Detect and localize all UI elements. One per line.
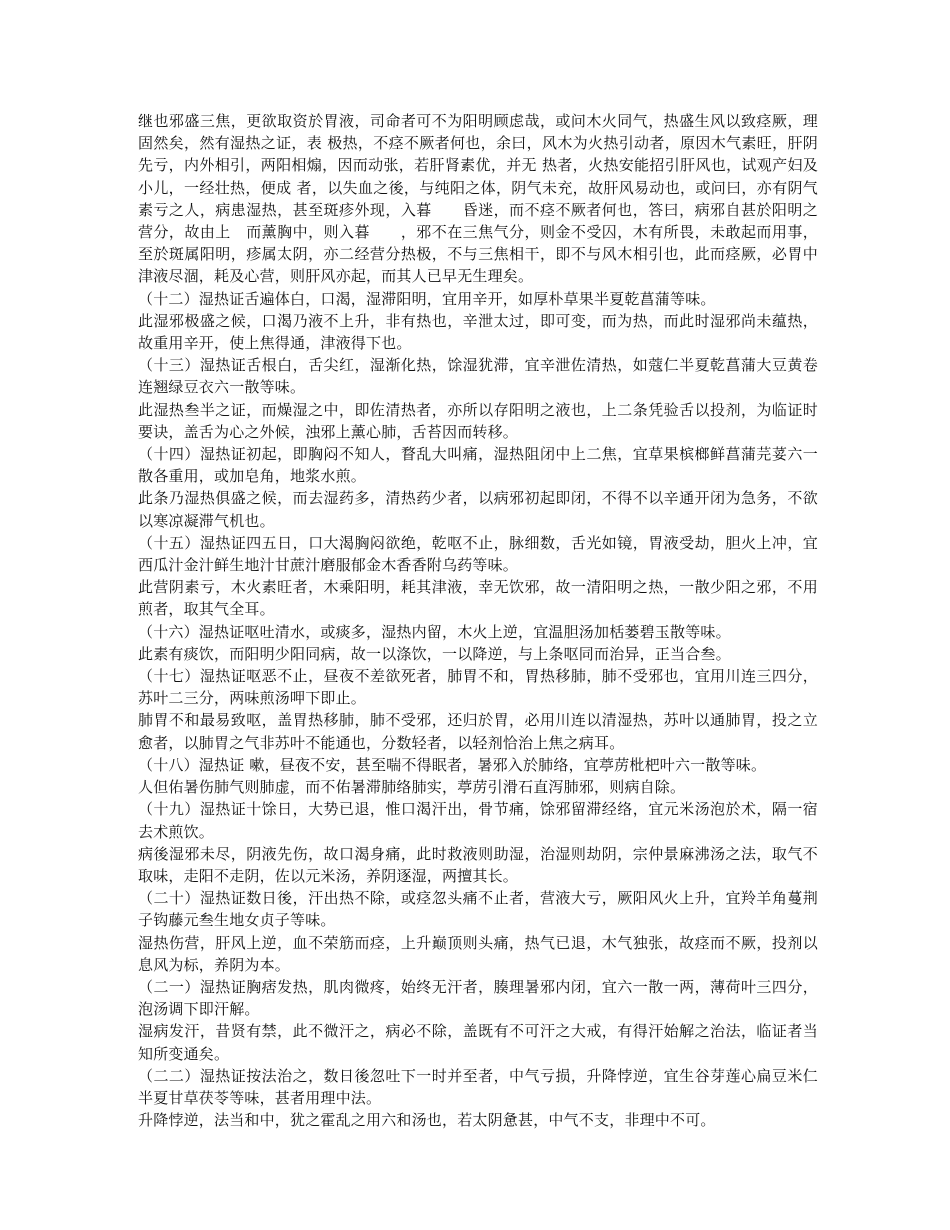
paragraph-21: 湿病发汗，昔贤有禁，此不微汗之，病必不除，盖既有不可汗之大戒，有得汗始解之治法，临证者当知所变通矣。 xyxy=(138,1022,818,1063)
paragraph-19: 湿热伤营，肝风上逆，血不荣筋而痉，上升巅顶则头痛，热气已退，木气独张，故痉而不厥，投剂以息风为标，养阴为本。 xyxy=(138,933,818,974)
paragraph-23: 升降悖逆，法当和中，犹之霍乱之用六和汤也，若太阴惫甚，中气不支，非理中不可。 xyxy=(138,1111,716,1130)
paragraph-15: 人但佑暑伤肺气则肺虚，而不佑暑滞肺络肺实，葶苈引滑石直泻肺邪，则病自除。 xyxy=(138,778,686,797)
paragraph-3: 此湿邪极盛之候，口渴乃液不上升，非有热也，辛泄太过，即可变，而为热，而此时湿邪尚未蕴热，故重用辛开，使上焦得通，津液得下也。 xyxy=(138,311,818,353)
paragraph-7: 此条乃湿热俱盛之候，而去湿药多，清热药少者，以病邪初起即闭，不得不以辛通开闭为急务，不欲以寒凉凝滞气机也。 xyxy=(138,489,818,530)
paragraph-10: （十六）湿热证呕吐清水，或痰多，湿热内留，木火上逆，宜温胆汤加栝蒌碧玉散等味。 xyxy=(138,622,731,641)
paragraph-11: 此素有痰饮，而阳明少阳同病，故一以涤饮，一以降逆，与上条呕同而治异，正当合叁。 xyxy=(138,644,731,663)
paragraph-22: （二二）湿热证按法治之，数日後忽吐下一时并至者，中气亏损，升降悖逆，宜生谷芽莲心扁豆米仁半夏甘草茯苓等味，甚者用理中法。 xyxy=(138,1066,818,1107)
paragraph-8: （十五）湿热证四五日，口大渴胸闷欲绝，乾呕不止，脉细数，舌光如镜，胃液受劫，胆火上冲，宜西瓜汁金汁鲜生地汁甘蔗汁磨服郁金木香香附乌药等味。 xyxy=(138,533,818,575)
paragraph-1: 继也邪盛三焦，更欲取资於胃液，司命者可不为阳明顾虑哉，或问木火同气，热盛生风以致痉厥，理固然矣，然有湿热之证，表 极热，不痉不厥者何也，余曰，风木为火热引动者，原因木气素旺，肝阴先亏，内外相引，两阳相煽，因而动张，若肝肾素优，并无 热者，火热安能招引肝风也，试观产妇及小儿，一经壮热，便成 者，以失血之後，与纯阳之体，阴气未充，故肝风易动也，或问曰，亦有阴气素亏之人，病患湿热，甚至斑疹外现，入暮 昏迷，而不痉不厥者何也，答曰，病邪自甚於阳明之营分，故由上 而薰胸中，则入暮 ，邪不在三焦气分，则金不受囚，木有所畏，未敢起而用事，至於斑属阳明，疹属太阴，亦二经营分热极，不与三焦相干，即不与风木相引也，此而痉厥，必胃中津液尽涸，耗及心营，则肝风亦起，而其人已早无生理矣。 xyxy=(138,112,818,286)
paragraph-14: （十八）湿热证 嗽，昼夜不安，甚至喘不得眠者，暑邪入於肺络，宜葶苈枇杷叶六一散等味。 xyxy=(138,755,767,774)
paragraph-16: （十九）湿热证十馀日，大势已退，惟口渴汗出，骨节痛，馀邪留滞经络，宜元米汤泡於术，隔一宿去术煎饮。 xyxy=(138,800,818,841)
paragraph-20: （二一）湿热证胸痞发热，肌肉微疼，始终无汗者，腠理暑邪内闭，宜六一散一两，薄荷叶三四分，泡汤调下即汗解。 xyxy=(138,977,818,1019)
paragraph-5: 此湿热叁半之证，而燥湿之中，即佐清热者，亦所以存阳明之液也，上二条凭验舌以投剂，为临证时要诀，盖舌为心之外候，浊邪上薰心肺，舌苔因而转移。 xyxy=(138,400,818,441)
paragraph-13: 肺胃不和最易致呕，盖胃热移肺，肺不受邪，还归於胃，必用川连以清湿热，苏叶以通肺胃，投之立愈者，以肺胃之气非苏叶不能通也，分数轻者，以轻剂恰治上焦之病耳。 xyxy=(138,711,818,752)
paragraph-18: （二十）湿热证数日後，汗出热不除，或痉忽头痛不止者，营液大亏，厥阳风火上升，宜羚羊角蔓荆子钩藤元叁生地女贞子等味。 xyxy=(138,889,818,930)
paragraph-17: 病後湿邪未尽，阴液先伤，故口渴身痛，此时救液则助湿，治湿则劫阴，宗仲景麻沸汤之法，取气不取味，走阳不走阴，佐以元米汤，养阴逐湿，两擅其长。 xyxy=(138,844,818,885)
document-page xyxy=(138,110,818,1131)
paragraph-12: （十七）湿热证呕恶不止，昼夜不差欲死者，肺胃不和，胃热移肺，肺不受邪也，宜用川连三四分，苏叶二三分，两味煎汤呷下即止。 xyxy=(138,667,818,708)
paragraph-4: （十三）湿热证舌根白，舌尖红，湿渐化热，馀湿犹滞，宜辛泄佐清热，如蔻仁半夏乾菖蒲大豆黄卷连翘绿豆衣六一散等味。 xyxy=(138,356,818,397)
paragraph-9: 此营阴素亏，木火素旺者，木乘阳明，耗其津液，幸无饮邪，故一清阳明之热，一散少阳之邪，不用煎者，取其气全耳。 xyxy=(138,578,818,619)
paragraph-2: （十二）湿热证舌遍体白，口渴，湿滞阳明，宜用辛开，如厚朴草果半夏乾菖蒲等味。 xyxy=(138,289,716,308)
paragraph-6: （十四）湿热证初起，即胸闷不知人，瞀乱大叫痛，湿热阻闭中上二焦，宜草果槟榔鲜菖蒲芫荽六一散各重用，或加皂角，地浆水煎。 xyxy=(138,445,818,486)
